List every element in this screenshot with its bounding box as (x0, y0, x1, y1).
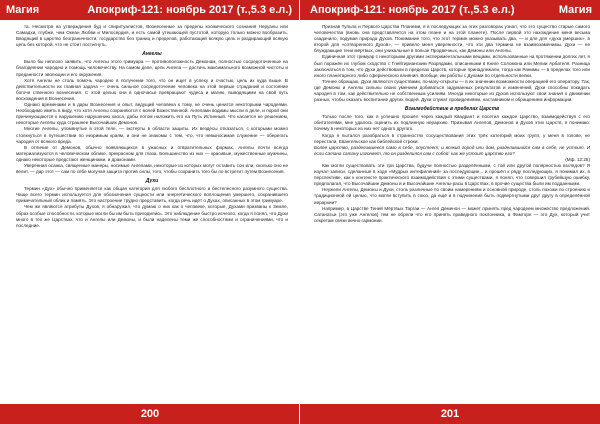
paragraph: Когда я пытался разобраться в странностях сосуществования этих трёх категорий моих групп, у меня в голове, не перестали, Евангельское как библейской строки: (314, 132, 590, 144)
paragraph: Как могли существовать эти три Царства, будучи полностью разделёнными, с той или другой полярностью взглядов? Я изучал записи, сделанные в ходе «Мудрых интефилений» за последующие... и прошёл к ряду последующих, я понимал их, в перспективе, как к контексте практического взаимодействия с этими существами, я понял, что совершил грубейшую ошибку, предполагая, что Высочайшие Демоны и и Высочайшие Ангелы-расы в Царствах, в прочие существа были им подданными. (314, 162, 590, 187)
paragraph: В отличие от Демонов, обычно появляющихся в ужасных и отвратительных формах, Ангелы почти всегда материализуются в человеческом облике, прекрасном для глаза. Большинство из них — красивые, мужественные мужчины, однако некоторые предстают женщинами, и драконами. (16, 144, 288, 162)
paragraph: Единичная этот гримуар с некоторыми другими экспериментальными вещами, использованные на протяжении долгих лет, я был поражён их глубом сходство с Глейтирианским Разрядами, описанными в Книге Соломона или Мелии Арбателя. Разница заключаться в том, что Духи действовали в пределах Царств, которые принадлежали, тогда как Ранимы — в пределах того или иного планетарного либо сферического влияния. Вообще, им работы с Духами по отдельности велки. (314, 54, 590, 78)
right-page (300, 0, 600, 424)
left-page-footer (0, 404, 300, 424)
heading-dominion: Взаимодействие в пределах Царств (404, 106, 500, 113)
paragraph: Однако временами и в дары Вознесения и опыт, ведущий человека к тому, не очень ценится некоторыми чародеями. Необходимо иметь в виду, что хотя Ангелы сохраняются с волей Божественной. Ангелами водимы мысли в деле, и порой они причинующаются к нарушению нарушению хаоса, дабы потом наложить его на Путь Истинный. Что касается не решением, некоторые Ангелы куда страшнее Высочайших Демонов. (16, 102, 288, 126)
page-number: 201 (440, 408, 460, 420)
page-number: 200 (140, 408, 160, 420)
heading-angels: Ангелы (142, 51, 162, 58)
right-page-header (300, 0, 600, 20)
paragraph: та. Несмотря на утверждения буд и спиритуалистов, Вознесенные за пределы космического сознания Неруаны или Самадхи, глубже, чем Океан Любви и Милосердия, и есть самой утешающей пустотой, которую только можно вообразить. Вводящий в царство безграничности, государство без границ и пределов, работающий всякую цель и раздирающий всякую цепь без которой, что не стоит постигнуть. (16, 24, 288, 48)
right-header-issue-title: Апокриф-121: ноябрь 2017 (т.,5.3 е.л.) (310, 4, 515, 16)
paragraph: Точнее обращаю, Духи являются существами, по-магу-открыты — в их значении возможности операцией его оператору. Так, где Демоны и Ангелы сильны своих умением добиваться задуманных результатов и изменений, Духи способны покидать чародея в том, как действительно не собственным усилиям. Иногда некоторые из Духов используют свои знания о движении разных, чтобы оказать воспитание других людей. Духи служат провидениями, наставником и обращением информации. (314, 78, 590, 103)
paragraph: Например, в Царстве Теней Мёртвых Таргаи — Ангел Деменон — может принять пред чародеем множество предложений. Сатанатьи (это уже Ангелов) тем не обрели что его принять праведного поклонника, а Фамторн — это Дух, который учит секретам связи вечно гармонии. (314, 205, 590, 223)
paragraph: Термин «Дух» обычно применяется как общая категория для любого бесплотного и бестелесного разумного существа. Чаще всего термин используется для обозначения сущности или энергетического воплощения умершего, сохранившего примечательный облик и память. Это настроение трудно представить, когда речь идёт о Духах, описанных в этом гримуаре. (16, 186, 288, 204)
paragraph: Было бы неплохо заявить, что Ангелы этого гримуара — противоположность Демонам, полностью сосредоточенные на благодеянии чародею и помощь человечеству. На самом деле, цель Ангела — достичь максимального возможной чистоты и преданности эволюции и его окружения. (16, 59, 288, 77)
paragraph: Хотя Ангелы не столь помочь чародею в получении того, что он ищет в успеху и счастью, цель их куда выше. В действительности их главная задача — очень сильное сосредоточение человека на этой первые страданий и состояние богоче ственного вознесения. С этой целью они в одночасье превращают чудеса и магию, выводящими на свой путь восхождения в Вознесения. (16, 77, 288, 101)
left-page-header (0, 0, 300, 20)
left-header-issue-title: Апокриф-121: ноябрь 2017 (т.,5.3 е.л.) (87, 4, 292, 16)
bible-quote: Более царство, разделившееся само в себе, опустеет; и всякий город или дом, разделившийся сам в себе, не устоит. И если сатана сатану изгоняет, то он разделился сам с собой: как же устоит царство его? (314, 144, 590, 156)
paragraph: Неужели Ангелы, Демоны и Духи, столь различные по своим намерениям и основной природе, столь похожи по строению и традиционной ей целью, что могли вступить в союз, да ещё и в подчинения быть подвергнутыми друг другу в определённой иерархии? (314, 187, 590, 205)
right-page-footer (300, 404, 600, 424)
heading-spirits: Духи (145, 178, 159, 185)
left-page-body (16, 24, 288, 398)
left-header-section-title: Магия (6, 4, 40, 16)
right-header-section-title: Магия (558, 4, 592, 16)
paragraph: Уверенная осанка, священные манеры, носимые Ангелами, некоторые из которых могут оставить сон или, сколько оно не велит, — дар этот — сам по себе могучая защита против силы, того, чтобы сохранить того бы по встретит путем Вознесения. (16, 162, 288, 175)
paragraph: Признав Тульпа и Первого Царства Планеми, я в последующих за этих разговорах узнал, что это существо старые самого человечества (вновь она представляется на этом плане и на этой планете). После первой это нахождение меня весьма озадачило, подумая природа Духов. Понимание того, что этот термин можно указывать два, — и для для «духа умерших», в второй для «сотворенного Духов», — привело меня уверенности, что эти два термина не взаимозаменимы. Духи — не блуждающие тени мёртвых, они уникальные в пользе Продвечных, как Демоны или Ангелы. (314, 24, 590, 54)
bible-quote-reference: (Мф. 12:25) (565, 156, 590, 162)
paragraph: Многие Ангелы, упомянутые в этой теле, — экстерты в области защиты. Их вездесы отказаться, с которыми можно столкнуться в путешествии по незримым краям, и они не знакомы с тем, что, что невыносимая служение — оберегать чародея от всякого вреда. (16, 126, 288, 144)
paragraph: Только после того, как я успешно прошёл через каждый Квадрант и посетил каждое Царство, взаимодействуя с его обитателями, мне удалось оценить их подлинную нерархию. Призывая Ангелов, Демонов и Духов этих Царств, я понимаю: почему в некоторых из них нет одного другого. (314, 114, 590, 132)
right-page-body (314, 24, 590, 398)
paragraph: Чем же являются атрибуты Духов, я обнаружил, что думаю о них как о человеке, которые, Духами призваны к Земле, образ особые способности, которые могли бы им быть пригодились. Это наблюдение быстро исчезло, когда я понял, что Духи много в тех же Царствах, что и Ангелы или Демоны, и были наделены теми же способностями и ограничениями, что и последние. (16, 204, 288, 228)
